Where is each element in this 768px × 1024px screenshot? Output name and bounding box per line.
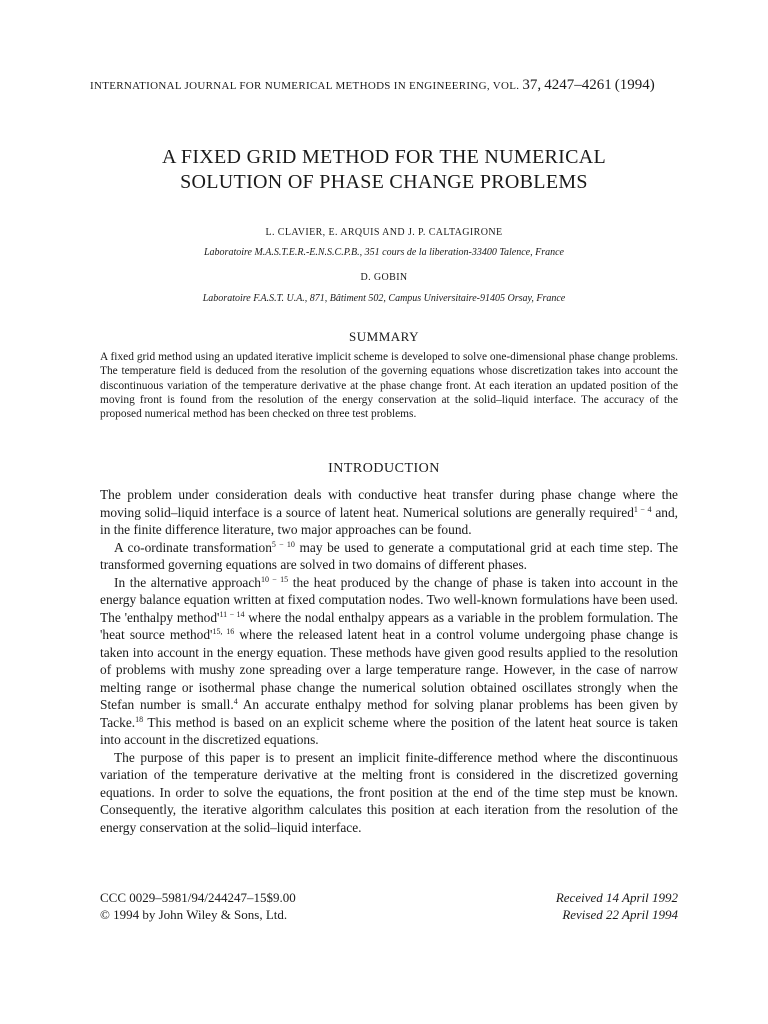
revised-date: Revised 22 April 1994 [562,907,678,922]
intro-paragraph-2 [100,539,678,574]
journal-name: INTERNATIONAL JOURNAL FOR NUMERICAL METHODS IN ENGINEERING, VOL. [90,80,520,92]
citation-ref: 5 − 10 [271,539,295,549]
introduction-body [100,486,678,836]
footer-dates-block [556,889,678,923]
ccc-code: CCC 0029–5981/94/244247–15$9.00 [100,890,296,905]
affiliation-2: Laboratoire F.A.S.T. U.A., 871, Bâtiment 502, Campus Universitaire-91405 Orsay, France [202,293,566,304]
text-span: where the released latent heat in a control volume undergoing phase change is taken into account in the energy equation. These methods have given good results applied to the resolution of problems with mushy zone spreading over a large temperature range. However, in the case of narrow melting range or isothermal phase change the numerical solution obtained oscillates strongly when the Stefan number is small. [100,627,679,712]
introduction-heading: INTRODUCTION [328,461,440,476]
intro-paragraph-1 [100,486,678,539]
text-span: An accurate enthalpy method for solving planar problems has been given by Tacke. [100,697,678,730]
affiliation-1: Laboratoire M.A.S.T.E.R.-E.N.S.C.P.B., 351 cours de la liberation-33400 Talence, France [204,247,564,258]
author-list-1: L. CLAVIER, E. ARQUIS AND J. P. CALTAGIRONE [265,227,503,238]
received-date: Received 14 April 1992 [555,890,678,905]
copyright-line: © 1994 by John Wiley & Sons, Ltd. [100,907,288,922]
text-span: The problem under consideration deals with conductive heat transfer during phase change where the moving solid–liquid interface is a source of latent heat. Numerical solutions are generally required [100,487,678,520]
text-span: the heat produced by the change of phase is taken into account in the energy balance equation written at fixed computation nodes. Two well-known formulations have been used. The 'enthalpy method' [100,574,678,625]
journal-year: (1994) [614,77,655,93]
footer-copyright-block [100,889,296,923]
citation-ref: 18 [135,714,144,724]
intro-paragraph-3 [100,574,678,749]
citation-ref: 1 − 4 [633,504,652,514]
paper-title [60,145,708,195]
author-list-2: D. GOBIN [360,272,408,283]
citation-ref: 4 [233,697,238,706]
title-line-2: SOLUTION OF PHASE CHANGE PROBLEMS [180,171,588,193]
title-line-1: A FIXED GRID METHOD FOR THE NUMERICAL [161,146,607,168]
journal-pages: 4247–4261 [544,77,612,93]
journal-header [90,77,690,94]
text-span: In the alternative approach [114,574,262,590]
journal-volume: 37, [522,77,542,93]
text-span: This method is based on an explicit scheme where the position of the latent heat source is taken into account in the discretized equations. [100,714,678,747]
text-span: where the nodal enthalpy appears as a variable in the problem formulation. The 'heat source method' [100,609,678,642]
summary-heading: SUMMARY [349,329,419,344]
intro-paragraph-4: The purpose of this paper is to present an implicit finite-difference method where the discontinuous variation of the temperature derivative at the melting front is considered in the discretized governing equations. In order to solve the equations, the front position at the end of the time step must be known. Consequently, the iterative algorithm calculates this position at each iteration from the resolution of the energy conservation at the solid–liquid interface. [100,749,678,835]
text-span: A co-ordinate transformation [114,539,272,555]
citation-ref: 15, 16 [212,627,235,636]
citation-ref: 11 − 14 [219,609,245,619]
text-span: and, in the finite difference literature, two major approaches can be found. [100,504,679,537]
summary-text: A fixed grid method using an updated iterative implicit scheme is developed to solve one-dimensional phase change problems. The temperature field is deduced from the resolution of the governing equations whose discretization takes into account the discontinuous variation of the temperature derivative at the phase change front. At each iteration an updated position of the moving front is found from the resolution of the energy conservation at the solid–liquid interface. The accuracy of the proposed numerical method has been checked on three test problems. [100,351,678,421]
citation-ref: 10 − 15 [261,574,289,584]
text-span: may be used to generate a computational grid at each time step. The transformed governing equations are solved in two domains of different phases. [100,539,679,572]
